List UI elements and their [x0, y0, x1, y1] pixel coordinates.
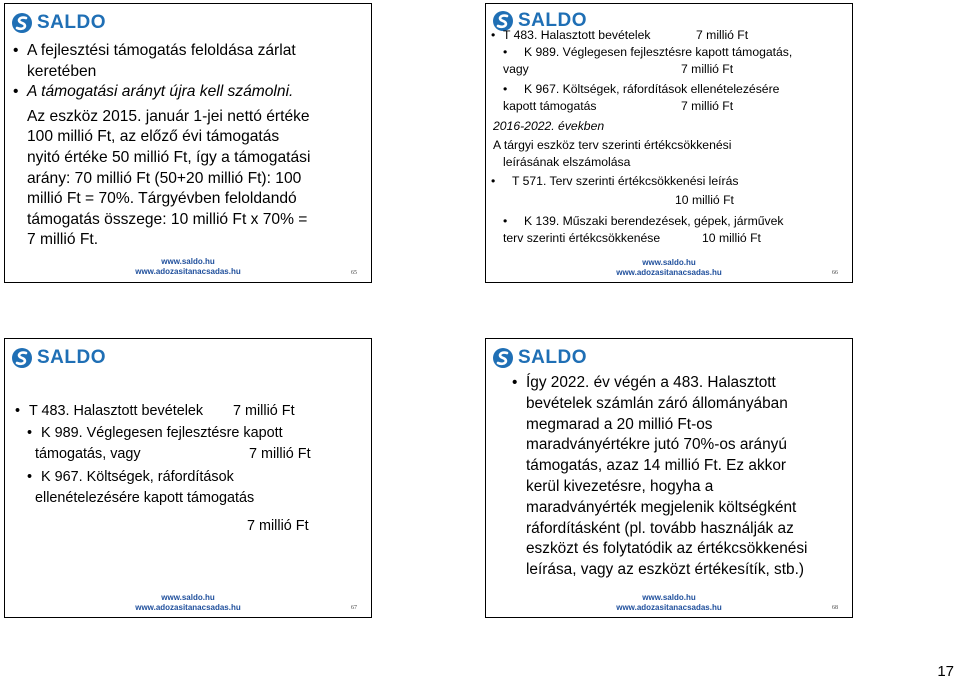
slide-footer [5, 257, 371, 277]
slide-text-line: eszközt és folytatódik az értékcsökkenési [526, 540, 808, 558]
saldo-logo [11, 347, 106, 369]
slide-page-number: 68 [832, 605, 838, 611]
slide-text-line: keretében [27, 62, 97, 80]
slide-body [512, 373, 808, 581]
footer-url-adozasi: www.adozasitanacsadas.hu [616, 268, 722, 277]
slide-text-line: terv szerinti értékcsökkenése [503, 230, 661, 245]
saldo-logo-text: SALDO [518, 347, 587, 368]
slide-amount: 10 millió Ft [702, 230, 761, 245]
slide-text-line: A tárgyi eszköz terv szerinti értékcsökkenési [493, 137, 732, 152]
slide-text-line: T 571. Terv szerinti értékcsökkenési leírás [512, 174, 739, 189]
bullet-icon: • [512, 374, 518, 391]
slide-text-line: bevételek számlán záró állományában [526, 394, 788, 412]
bullet-icon: • [503, 213, 508, 228]
slide-amount: 7 millió Ft [681, 99, 734, 114]
bullet-icon: • [491, 28, 496, 42]
saldo-logo-text: SALDO [37, 347, 106, 368]
slide-text-line: 100 millió Ft, az előző évi támogatás [27, 128, 280, 146]
slide-text-line: K 989. Véglegesen fejlesztésre kapott [41, 425, 283, 442]
slide-text-line: arány: 70 millió Ft (50+20 millió Ft): 100 [27, 169, 302, 187]
slide-67 [4, 338, 372, 618]
bullet-icon: • [27, 469, 33, 486]
footer-url-saldo: www.saldo.hu [161, 593, 215, 602]
saldo-logo-icon [11, 347, 33, 369]
slide-66 [485, 3, 853, 283]
slide-amount: 7 millió Ft [681, 61, 734, 76]
slide-text-line: ellenételezésére kapott támogatás [35, 489, 255, 506]
slide-text-line: K 139. Műszaki berendezések, gépek, járművek [524, 213, 784, 228]
slide-text-line: 7 millió Ft. [27, 231, 99, 249]
bullet-icon: • [27, 425, 33, 442]
slide-page-number: 66 [832, 270, 838, 276]
slide-text-line: megmarad a 20 millió Ft-os [526, 415, 713, 433]
slide-body [491, 27, 793, 247]
bullet-icon: • [503, 82, 508, 97]
slide-text-line: 2016-2022. években [493, 118, 605, 133]
slide-text-line: támogatás, azaz 14 millió Ft. Ez akkor [526, 457, 787, 475]
slide-text-line: leírásának elszámolása [503, 154, 631, 169]
slide-footer [486, 258, 852, 278]
saldo-logo-icon [11, 12, 33, 34]
slide-body [15, 401, 311, 536]
saldo-logo-text: SALDO [37, 12, 106, 33]
saldo-logo-text: SALDO [518, 10, 587, 31]
slide-page-number: 65 [351, 270, 357, 276]
slide-body [13, 41, 311, 251]
slide-text-line: Így 2022. év végén a 483. Halasztott [526, 374, 776, 391]
bullet-icon: • [503, 44, 508, 59]
slide-text-line: vagy [503, 61, 529, 76]
slide-text-line: K 967. Költségek, ráfordítások [41, 469, 234, 486]
slide-text-line: maradványértékre jutó 70%-os arányú [526, 436, 787, 454]
footer-url-saldo: www.saldo.hu [161, 257, 215, 266]
footer-url-saldo: www.saldo.hu [642, 593, 696, 602]
slide-text-line: T 483. Halasztott bevételek [29, 403, 204, 419]
slide-text-line: támogatás, vagy [35, 445, 141, 462]
bullet-icon: • [15, 403, 21, 419]
footer-url-adozasi: www.adozasitanacsadas.hu [135, 267, 241, 276]
slide-page-number: 67 [351, 605, 357, 611]
slide-text-line: A támogatási arányt újra kell számolni. [27, 83, 294, 101]
slide-text-line: nyitó értéke 50 millió Ft, így a támogatási [27, 148, 311, 166]
slide-text-line: millió Ft = 70%. Tárgyévben feloldandó [27, 190, 297, 208]
slide-amount: 7 millió Ft [247, 518, 309, 535]
slide-text-line: K 989. Véglegesen fejlesztésre kapott támogatás, [524, 44, 793, 59]
slide-text-line: maradványérték megjelenik költségként [526, 498, 797, 516]
slide-text-line: T 483. Halasztott bevételek [503, 28, 651, 42]
bullet-icon: • [13, 83, 19, 101]
slide-text-line: leírása, vagy az eszközt értékesítík, stb.) [526, 561, 804, 579]
slide-amount: 10 millió Ft [675, 193, 734, 208]
slide-amount: 7 millió Ft [696, 28, 749, 42]
footer-url-adozasi: www.adozasitanacsadas.hu [135, 603, 241, 612]
slide-text-line: kerül kivezetésre, hogyha a [526, 477, 714, 495]
bullet-icon: • [491, 174, 496, 189]
slide-footer [486, 593, 852, 613]
slide-text-line: A fejlesztési támogatás feloldása zárlat [27, 42, 296, 59]
slide-amount: 7 millió Ft [249, 445, 311, 462]
slide-footer [5, 593, 371, 613]
slide-text-line: ráfordításként (pl. tovább használják az [526, 519, 794, 537]
slide-text-line: kapott támogatás [503, 99, 597, 114]
slide-68 [485, 338, 853, 618]
document-page-number: 17 [937, 663, 954, 680]
saldo-logo [11, 12, 106, 34]
slide-text-line: Az eszköz 2015. január 1-jei nettó értéke [27, 107, 310, 125]
slide-amount: 7 millió Ft [233, 403, 295, 419]
bullet-icon: • [13, 42, 19, 59]
slide-text-line: K 967. Költségek, ráfordítások ellenételezésére [524, 82, 780, 97]
footer-url-adozasi: www.adozasitanacsadas.hu [616, 603, 722, 612]
footer-url-saldo: www.saldo.hu [642, 258, 696, 267]
slide-65 [4, 3, 372, 283]
saldo-logo-icon [492, 347, 514, 369]
saldo-logo [492, 347, 587, 369]
slide-text-line: támogatás összege: 10 millió Ft x 70% = [27, 210, 308, 228]
